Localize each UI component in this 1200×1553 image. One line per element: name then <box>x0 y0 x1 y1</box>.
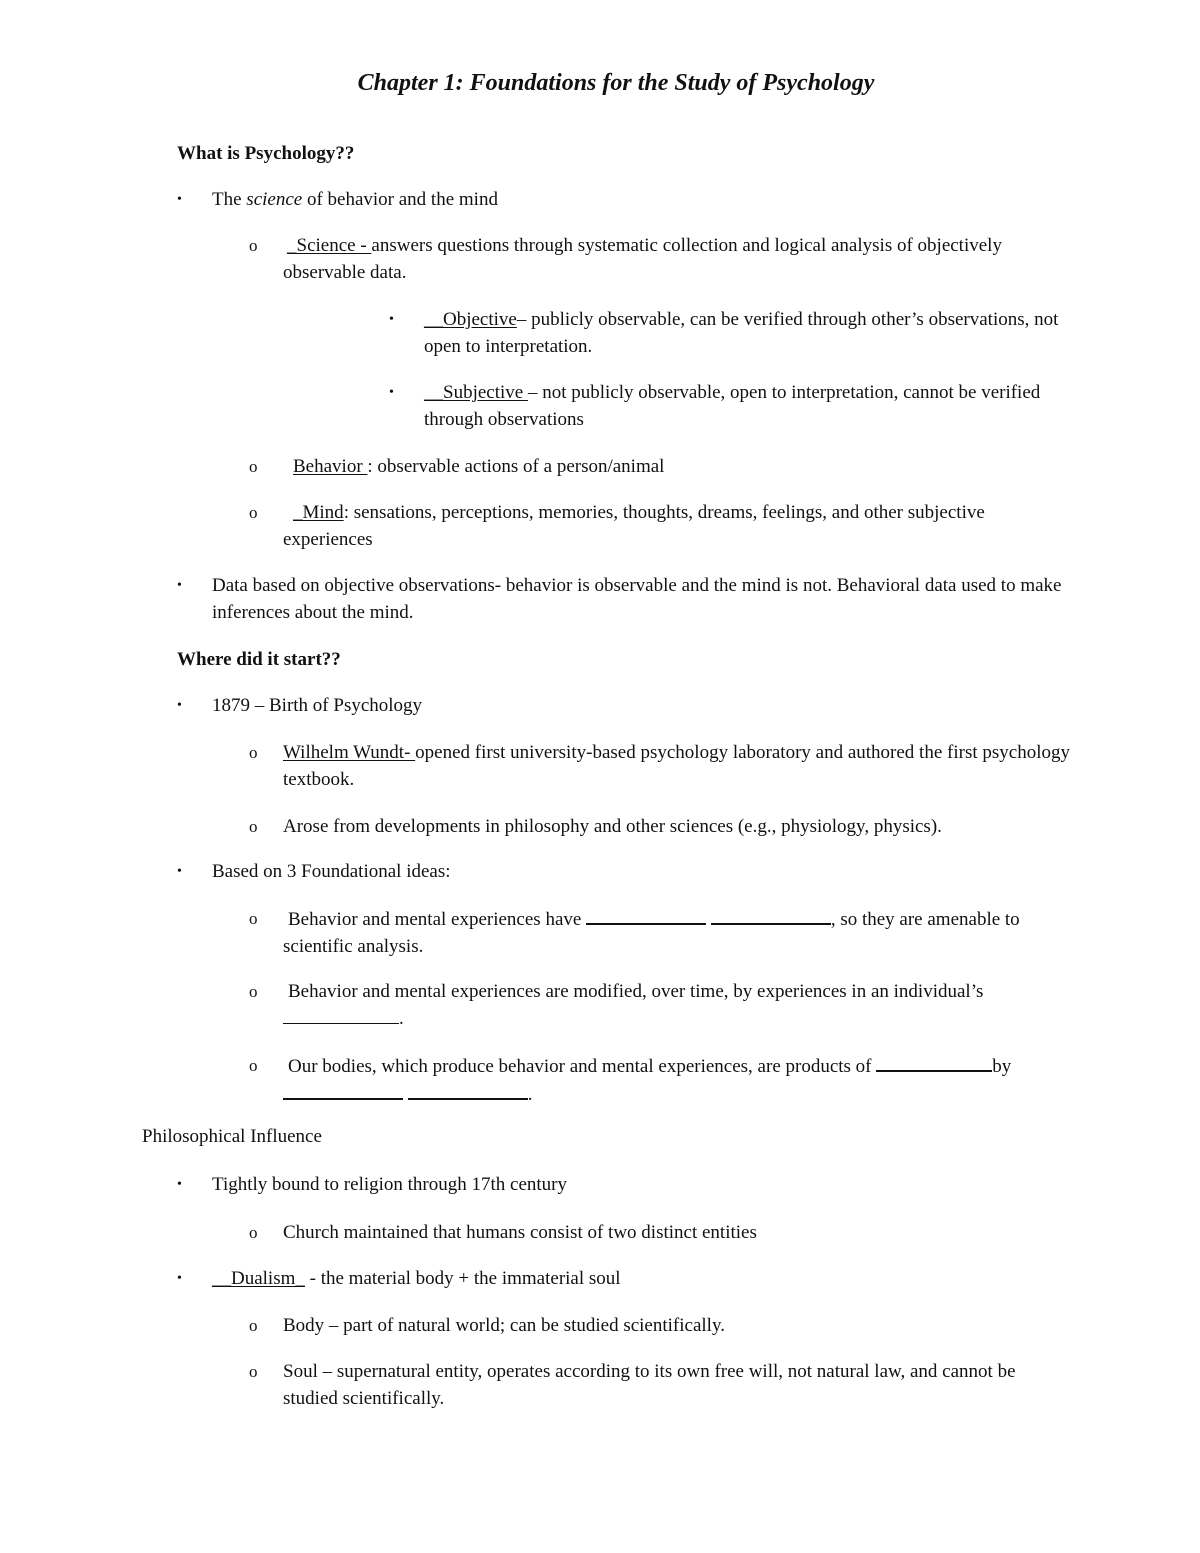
bullet-marker: • <box>177 192 182 207</box>
list-item-idea-3: Our bodies, which produce behavior and mental experiences, are products of by . <box>283 1052 1073 1108</box>
list-item-subjective: __Subjective – not publicly observable, open to interpretation, cannot be verified through observations <box>424 382 1041 430</box>
circle-marker: o <box>249 457 258 476</box>
section-heading-what-is-psychology: What is Psychology?? <box>177 143 355 164</box>
list-item: Based on 3 Foundational ideas: <box>212 861 451 882</box>
circle-marker: o <box>249 817 258 836</box>
circle-marker: o <box>249 1316 258 1335</box>
list-item-wundt: Wilhelm Wundt- opened first university-based psychology laboratory and authored the first psychology textbook. <box>283 742 1070 790</box>
term-subjective: __Subjective <box>424 382 528 403</box>
list-item-behavior: Behavior : observable actions of a person/animal <box>293 456 665 477</box>
list-item-idea-2: Behavior and mental experiences are modified, over time, by experiences in an individual’s . <box>283 978 1073 1032</box>
term-mind: _Mind <box>293 502 344 523</box>
circle-marker: o <box>249 236 258 255</box>
circle-marker: o <box>249 743 258 762</box>
fill-in-blank <box>283 1005 399 1024</box>
circle-marker: o <box>249 909 258 928</box>
fill-in-blank <box>283 1080 403 1100</box>
bullet-marker: • <box>177 1177 182 1192</box>
bullet-marker: • <box>177 864 182 879</box>
bullet-marker: • <box>177 698 182 713</box>
bullet-marker: • <box>389 312 394 327</box>
fill-in-blank <box>586 905 706 925</box>
term-dualism: __Dualism_ <box>212 1268 305 1289</box>
page-title: Chapter 1: Foundations for the Study of Psychology <box>357 70 875 96</box>
circle-marker: o <box>249 1056 258 1075</box>
list-item-mind: _Mind: sensations, perceptions, memories, thoughts, dreams, feelings, and other subjective experiences <box>283 502 985 550</box>
list-item: Body – part of natural world; can be studied scientifically. <box>283 1315 725 1336</box>
list-item: Data based on objective observations- behavior is observable and the mind is not. Behavioral data used to make inferences about the mind. <box>212 575 1062 623</box>
list-item: Tightly bound to religion through 17th century <box>212 1174 568 1195</box>
emphasis-science: science <box>246 189 303 210</box>
circle-marker: o <box>249 503 258 522</box>
term-behavior: Behavior <box>293 456 368 477</box>
term-science: _Science - <box>287 235 372 256</box>
list-item-science: _Science - answers questions through systematic collection and logical analysis of objectively observable data. <box>283 235 1002 283</box>
list-item: Church maintained that humans consist of two distinct entities <box>283 1222 757 1243</box>
bullet-marker: • <box>177 1271 182 1286</box>
circle-marker: o <box>249 982 258 1001</box>
bullet-marker: • <box>389 385 394 400</box>
list-item: Arose from developments in philosophy and other sciences (e.g., physiology, physics). <box>283 816 942 837</box>
list-item-idea-1: Behavior and mental experiences have , so they are amenable to scientific analysis. <box>283 905 1073 960</box>
section-heading-where-did-it-start: Where did it start?? <box>177 649 341 670</box>
list-item: The science of behavior and the mind <box>212 189 498 210</box>
list-item-objective: __Objective– publicly observable, can be verified through other’s observations, not open to interpretation. <box>424 309 1059 357</box>
list-item-dualism: __Dualism_ - the material body + the immaterial soul <box>212 1268 621 1289</box>
bullet-marker: • <box>177 578 182 593</box>
list-item: Soul – supernatural entity, operates according to its own free will, not natural law, and cannot be studied scientifically. <box>283 1361 1016 1409</box>
list-item: 1879 – Birth of Psychology <box>212 695 423 716</box>
term-objective: __Objective <box>424 309 517 330</box>
circle-marker: o <box>249 1223 258 1242</box>
term-wilhelm-wundt: Wilhelm Wundt- <box>283 742 416 763</box>
fill-in-blank <box>876 1052 992 1072</box>
section-heading-philosophical-influence: Philosophical Influence <box>142 1126 322 1147</box>
fill-in-blank <box>711 905 831 925</box>
fill-in-blank <box>408 1080 528 1100</box>
circle-marker: o <box>249 1362 258 1381</box>
